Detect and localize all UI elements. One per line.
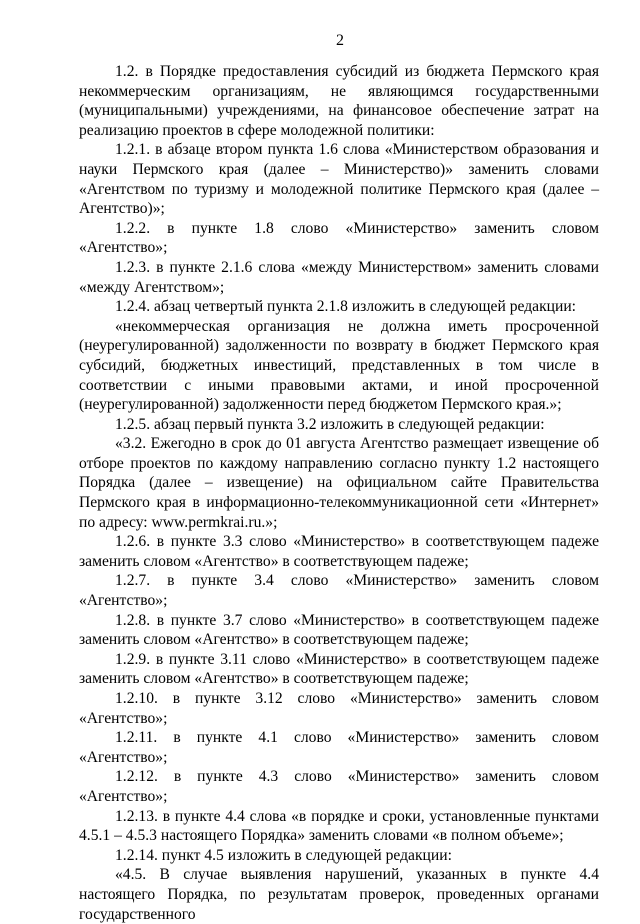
paragraph-1-2-11: 1.2.11. в пункте 4.1 слово «Министерство» заменить словом «Агентство»; xyxy=(79,729,599,766)
paragraph-1-2-9: 1.2.9. в пункте 3.11 слово «Министерство» в соответствующем падеже заменить словом «Агентство» в соответствующем падеже; xyxy=(79,650,599,688)
paragraph-1-2-1: 1.2.1. в абзаце втором пункта 1.6 слова «Министерством образования и науки Пермского края (далее – Министерство)» заменить словами «Агентством по туризму и молодежной политике Пермского края (далее – Агентство)»; xyxy=(79,141,599,218)
paragraph-1-2-14-quote: «4.5. В случае выявления нарушений, указанных в пункте 4.4 настоящего Порядка, по результатам проверок, проведенных органами государственного xyxy=(79,866,599,923)
paragraph-1-2-7: 1.2.7. в пункте 3.4 слово «Министерство» заменить словом «Агентство»; xyxy=(79,572,599,610)
paragraph-1-2-2: 1.2.2. в пункте 1.8 слово «Министерство» заменить словом «Агентство»; xyxy=(79,219,599,257)
paragraph-1-2-5-quote: «3.2. Ежегодно в срок до 01 августа Агентство размещает извещение об отборе проектов по каждому направлению согласно пункту 1.2 настоящего Порядка (далее – извещение) на официальном сайте Правительства Пермского края в информационно-телекоммуникационной сети «Интернет» по адресу: www.permkrai.ru.»; xyxy=(79,435,599,531)
paragraph-1-2-14: 1.2.14. пункт 4.5 изложить в следующей редакции: xyxy=(115,846,452,864)
paragraph-1-2-3: 1.2.3. в пункте 2.1.6 слова «между Министерством» заменить словами «между Агентством»; xyxy=(79,258,599,296)
paragraph-1-2-5: 1.2.5. абзац первый пункта 3.2 изложить в следующей редакции: xyxy=(115,415,545,433)
document-body xyxy=(79,62,599,924)
page-number: 2 xyxy=(336,32,344,49)
paragraph-1-2-6: 1.2.6. в пункте 3.3 слово «Министерство» в соответствующем падеже заменить словом «Агентство» в соответствующем падеже; xyxy=(79,533,599,570)
paragraph-1-2-10: 1.2.10. в пункте 3.12 слово «Министерство» заменить словом «Агентство»; xyxy=(79,690,599,727)
paragraph-1-2-4: 1.2.4. абзац четвертый пункта 2.1.8 изложить в следующей редакции: xyxy=(115,298,577,316)
paragraph-1-2-12: 1.2.12. в пункте 4.3 слово «Министерство» заменить словом «Агентство»; xyxy=(79,768,599,805)
paragraph-1-2: 1.2. в Порядке предоставления субсидий из бюджета Пермского края некоммерческим организациям, не являющимся государственными (муниципальными) учреждениями, на финансовое обеспечение затрат на реализацию проектов в сфере молодежной политики: xyxy=(79,63,599,139)
paragraph-1-2-8: 1.2.8. в пункте 3.7 слово «Министерство» в соответствующем падеже заменить словом «Агентство» в соответствующем падеже; xyxy=(79,611,599,649)
paragraph-1-2-13: 1.2.13. в пункте 4.4 слова «в порядке и сроки, установленные пунктами 4.5.1 – 4.5.3 настоящего Порядка» заменить словами «в полном объеме»; xyxy=(79,807,599,845)
paragraph-1-2-4-quote: «некоммерческая организация не должна иметь просроченной (неурегулированной) задолженности по возврату в бюджет Пермского края субсидий, бюджетных инвестиций, представленных в том числе в соответствии с иными правовыми актами, и иной просроченной (неурегулированной) задолженности перед бюджетом Пермского края.»; xyxy=(79,317,599,414)
